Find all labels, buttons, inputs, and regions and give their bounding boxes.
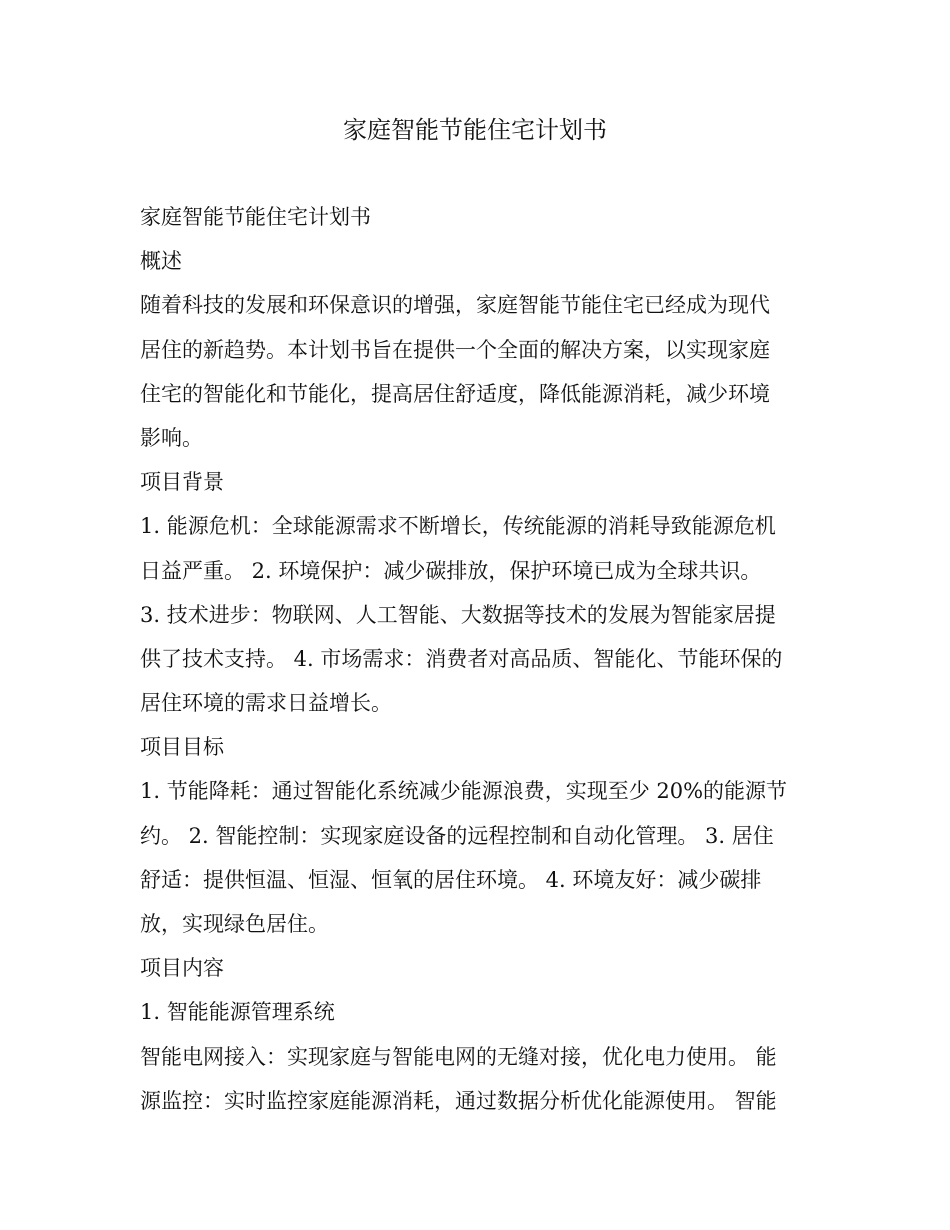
subsection-heading: 1. 智能能源管理系统 (140, 1000, 335, 1025)
paragraph-line: 1. 能源危机：全球能源需求不断增长，传统能源的消耗导致能源危机 (140, 514, 776, 539)
section-heading-content: 项目内容 (140, 956, 224, 981)
section-heading-background: 项目背景 (140, 470, 224, 495)
paragraph-line: 放，实现绿色居住。 (140, 912, 329, 936)
document-title: 家庭智能节能住宅计划书 (343, 116, 607, 144)
paragraph-line: 居住的新趋势。本计划书旨在提供一个全面的解决方案，以实现家庭 (140, 337, 770, 362)
paragraph-line: 智能电网接入：实现家庭与智能电网的无缝对接，优化电力使用。 能 (140, 1044, 777, 1069)
document-body (140, 195, 812, 1123)
paragraph-line: 日益严重。 2. 环境保护：减少碳排放，保护环境已成为全球共识。 (140, 558, 762, 583)
section-heading-goals: 项目目标 (140, 735, 224, 760)
paragraph-line: 供了技术支持。 4. 市场需求：消费者对高品质、智能化、节能环保的 (140, 646, 783, 671)
paragraph-line: 3. 技术进步：物联网、人工智能、大数据等技术的发展为智能家居提 (140, 602, 776, 627)
paragraph-line: 影响。 (140, 425, 203, 450)
paragraph-line: 源监控：实时监控家庭能源消耗，通过数据分析优化能源使用。 智能 (140, 1088, 777, 1113)
subtitle-heading: 家庭智能节能住宅计划书 (140, 205, 371, 229)
section-heading-overview: 概述 (140, 249, 182, 274)
paragraph-line: 居住环境的需求日益增长。 (140, 691, 392, 716)
paragraph-line: 随着科技的发展和环保意识的增强，家庭智能节能住宅已经成为现代 (140, 293, 770, 318)
paragraph-line: 约。 2. 智能控制：实现家庭设备的远程控制和自动化管理。 3. 居住 (140, 823, 774, 848)
paragraph-line: 1. 节能降耗：通过智能化系统减少能源浪费，实现至少 20%的能源节 (140, 779, 788, 804)
paragraph-line: 舒适：提供恒温、恒湿、恒氧的居住环境。 4. 环境友好：减少碳排 (140, 867, 762, 892)
paragraph-line: 住宅的智能化和节能化，提高居住舒适度，降低能源消耗，减少环境 (140, 381, 770, 406)
